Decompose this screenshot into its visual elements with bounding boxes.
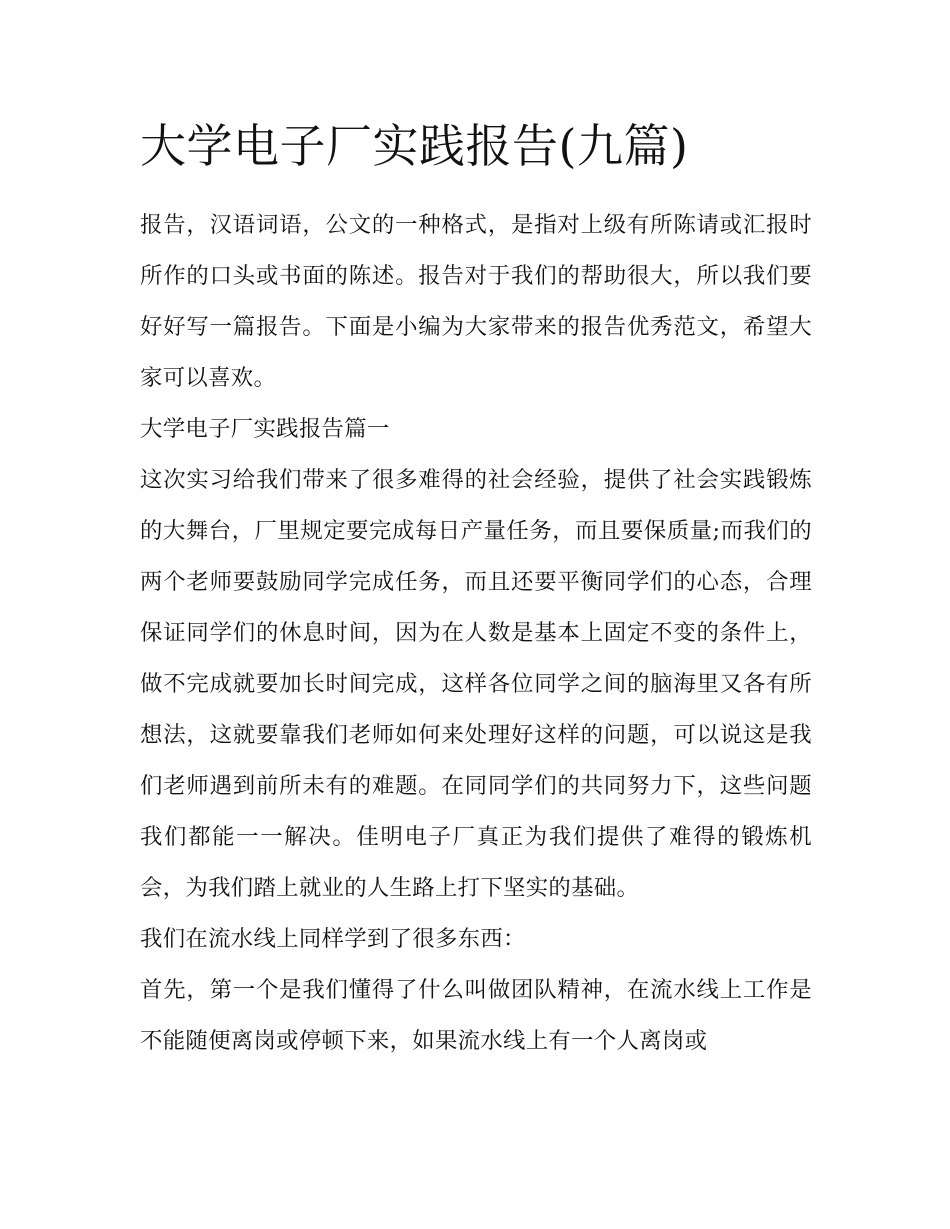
intro-paragraph: 报告，汉语词语，公文的一种格式，是指对上级有所陈请或汇报时所作的口头或书面的陈述。报告对于我们的帮助很大，所以我们要好好写一篇报告。下面是小编为大家带来的报告优秀范文，希望大家可以喜欢。 [140,212,812,391]
body-paragraph: 首先，第一个是我们懂得了什么叫做团队精神，在流水线上工作是不能随便离岗或停顿下来，如果流水线上有一个人离岗或 [140,977,812,1054]
document-title: 大学电子厂实践报告(九篇) [140,119,689,173]
body-paragraph: 我们在流水线上同样学到了很多东西： [140,926,526,952]
document-body [140,114,812,1067]
section-heading: 大学电子厂实践报告篇一 [140,416,390,442]
body-paragraph: 这次实习给我们带来了很多难得的社会经验，提供了社会实践锻炼的大舞台，厂里规定要完成每日产量任务，而且要保质量;而我们的两个老师要鼓励同学完成任务，而且还要平衡同学们的心态，合理保证同学们的休息时间，因为在人数是基本上固定不变的条件上，做不完成就要加长时间完成，这样各位同学之间的脑海里又各有所想法，这就要靠我们老师如何来处理好这样的问题，可以说这是我们老师遇到前所未有的难题。在同同学们的共同努力下，这些问题我们都能一一解决。佳明电子厂真正为我们提供了难得的锻炼机会，为我们踏上就业的人生路上打下坚实的基础。 [140,467,812,901]
